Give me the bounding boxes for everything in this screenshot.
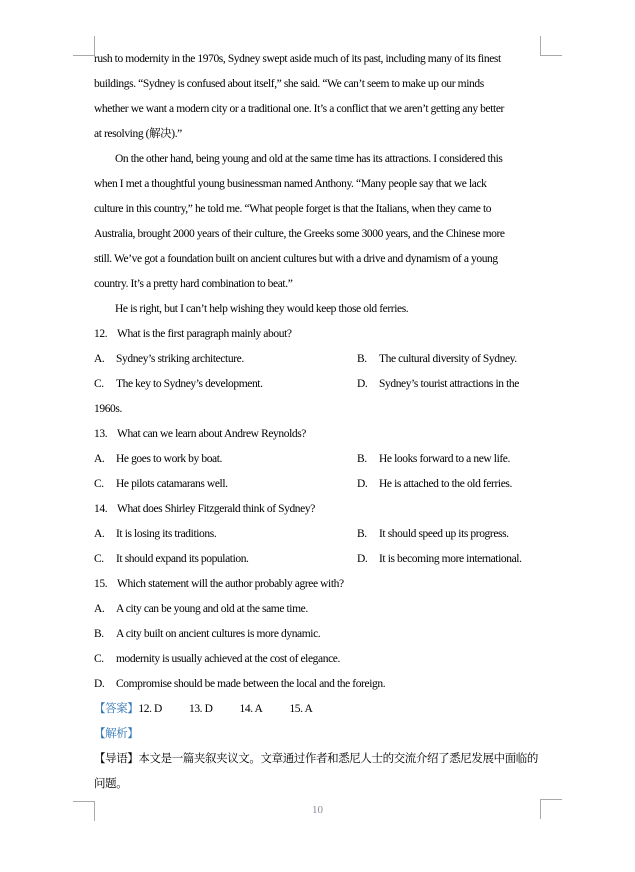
question-14-option-a [94, 522, 357, 547]
question-14-options-row-1 [94, 522, 541, 547]
text-line: 问题。 [94, 778, 128, 790]
option-d-label: D. [357, 553, 368, 565]
question-15-text: Which statement will the author probably agree with? [117, 578, 344, 590]
passage-paragraph-3 [94, 297, 541, 322]
question-14-option-c [94, 547, 357, 572]
option-b-text: A city built on ancient cultures is more dynamic. [116, 628, 321, 640]
option-b-label: B. [357, 453, 367, 465]
question-14-stem [94, 497, 541, 522]
text-line: Australia, brought 2000 years of their culture, the Greeks some 3000 years, and the Chinese more [94, 228, 505, 240]
question-15-option-d [94, 672, 541, 697]
option-c-text: The key to Sydney’s development. [116, 378, 263, 390]
text-line: rush to modernity in the 1970s, Sydney swept aside much of its past, including many of its finest [94, 53, 501, 65]
page-number: 10 [312, 804, 323, 816]
answer-13: 13. D [188, 703, 213, 715]
question-14-number: 14. [94, 503, 108, 515]
question-13-text: What can we learn about Andrew Reynolds? [117, 428, 307, 440]
question-14-option-b [357, 522, 541, 547]
option-b-text: The cultural diversity of Sydney. [379, 353, 517, 365]
question-15-stem [94, 572, 541, 597]
question-12-option-a [94, 347, 357, 372]
question-13-option-b [357, 447, 541, 472]
question-12-option-d [357, 372, 541, 397]
option-d-text: Compromise should be made between the local and the foreign. [116, 678, 386, 690]
question-13-options-row-1 [94, 447, 541, 472]
option-c-text: He pilots catamarans well. [116, 478, 228, 490]
text-line: at resolving (解决).” [94, 128, 182, 140]
answer-12: 12. D [138, 703, 162, 715]
option-d-label: D. [357, 478, 368, 490]
option-b-label: B. [357, 528, 367, 540]
answer-key-line [94, 697, 541, 722]
answer-key-label: 【答案】 [94, 703, 139, 715]
option-d-text: He is attached to the old ferries. [379, 478, 512, 490]
question-13-option-a [94, 447, 357, 472]
question-13-option-d [357, 472, 541, 497]
question-13-number: 13. [94, 428, 108, 440]
option-a-text: A city can be young and old at the same time. [116, 603, 308, 615]
option-a-label: A. [94, 353, 105, 365]
question-12-option-b [357, 347, 541, 372]
question-15-option-b [94, 622, 541, 647]
question-12-number: 12. [94, 328, 108, 340]
option-b-text: He looks forward to a new life. [379, 453, 510, 465]
text-line: buildings. “Sydney is confused about itself,” she said. “We can’t seem to make up our minds [94, 78, 484, 90]
option-b-label: B. [357, 353, 367, 365]
question-14-option-d [357, 547, 541, 572]
crop-mark-top-left [73, 36, 95, 56]
text-line: when I met a thoughtful young businessman named Anthony. “Many people say that we lack [94, 178, 487, 190]
answer-15: 15. A [289, 703, 313, 715]
question-15-option-c [94, 647, 541, 672]
option-c-label: C. [94, 378, 104, 390]
option-d-text: Sydney’s tourist attractions in the [379, 378, 519, 390]
option-a-label: A. [94, 453, 105, 465]
option-a-text: He goes to work by boat. [116, 453, 223, 465]
text-line: He is right, but I can’t help wishing they would keep those old ferries. [115, 303, 409, 315]
crop-mark-top-right [540, 36, 562, 56]
option-a-label: A. [94, 528, 105, 540]
question-13-options-row-2 [94, 472, 541, 497]
question-13-option-c [94, 472, 357, 497]
text-line: 【导语】本文是一篇夹叙夹议文。文章通过作者和悉尼人士的交流介绍了悉尼发展中面临的 [94, 753, 538, 765]
option-d-text: It is becoming more international. [379, 553, 522, 565]
option-c-text: It should expand its population. [116, 553, 249, 565]
option-a-text: Sydney’s striking architecture. [116, 353, 244, 365]
option-c-text: modernity is usually achieved at the cost of elegance. [116, 653, 340, 665]
question-12-text: What is the first paragraph mainly about? [117, 328, 292, 340]
text-line: country. It’s a pretty hard combination to beat.” [94, 278, 293, 290]
passage-paragraph-2 [94, 147, 541, 297]
question-12-option-d-continuation: 1960s. [94, 403, 122, 415]
question-12-options-row-2 [94, 372, 541, 397]
question-14-options-row-2 [94, 547, 541, 572]
answer-14: 14. A [239, 703, 263, 715]
question-12-options-row-1 [94, 347, 541, 372]
question-13-stem [94, 422, 541, 447]
passage-paragraph-1 [94, 47, 541, 147]
option-b-text: It should speed up its progress. [379, 528, 509, 540]
text-line: On the other hand, being young and old at the same time has its attractions. I considered this [115, 153, 503, 165]
question-12-option-c [94, 372, 357, 397]
page-content [94, 47, 541, 797]
option-c-label: C. [94, 478, 104, 490]
question-14-text: What does Shirley Fitzgerald think of Sydney? [117, 503, 315, 515]
option-d-label: D. [357, 378, 368, 390]
question-15-option-a [94, 597, 541, 622]
option-c-label: C. [94, 653, 104, 665]
question-12-stem [94, 322, 541, 347]
intro-commentary [94, 747, 541, 797]
analysis-label: 【解析】 [94, 728, 139, 740]
option-a-label: A. [94, 603, 105, 615]
question-15-number: 15. [94, 578, 108, 590]
text-line: culture in this country,” he told me. “What people forget is that the Italians, when they came to [94, 203, 492, 215]
text-line: whether we want a modern city or a traditional one. It’s a conflict that we aren’t getting any better [94, 103, 504, 115]
option-c-label: C. [94, 553, 104, 565]
option-d-label: D. [94, 678, 105, 690]
option-b-label: B. [94, 628, 104, 640]
text-line: still. We’ve got a foundation built on ancient cultures but with a drive and dynamism of a young [94, 253, 498, 265]
option-a-text: It is losing its traditions. [116, 528, 217, 540]
